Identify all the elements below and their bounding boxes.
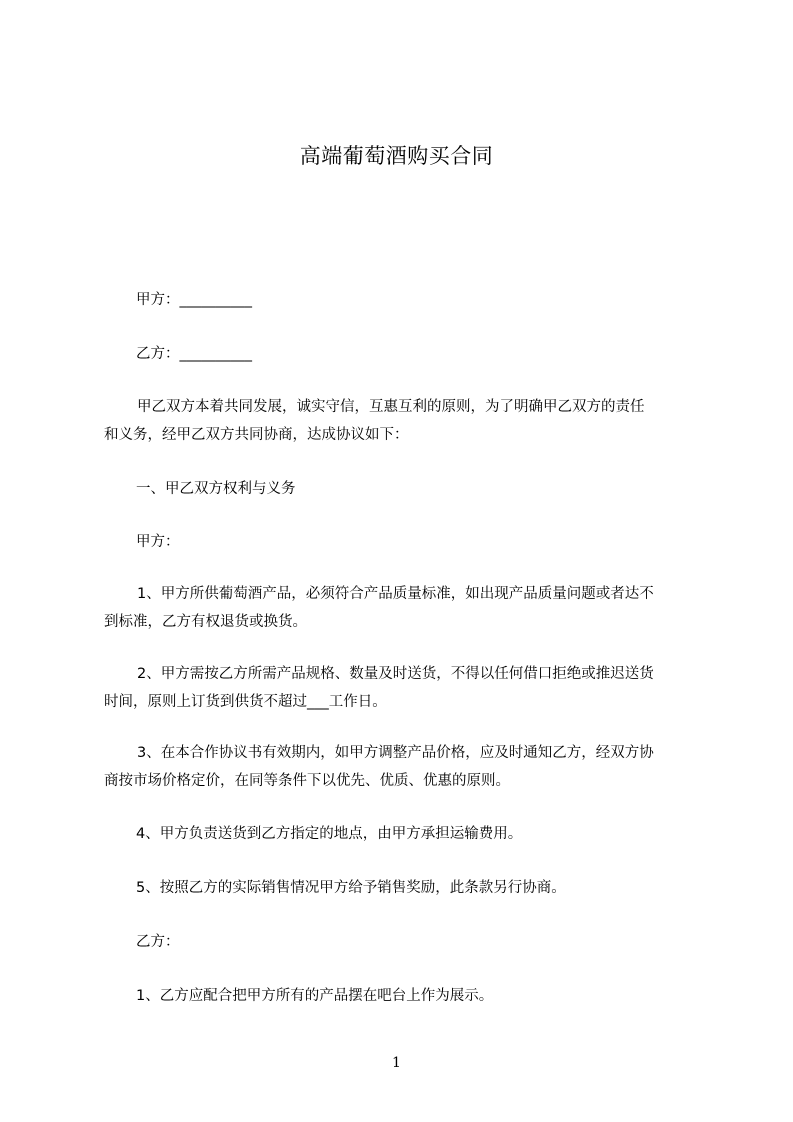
a-clause-1 — [104, 580, 714, 636]
page-number: 1 — [392, 1055, 401, 1071]
a-clause-2-line-1: 2、甲方需按乙方所需产品规格、数量及时送货，不得以任何借口拒绝或推迟送货 — [137, 666, 654, 682]
intro-paragraph — [104, 393, 714, 449]
a-clause-4: 4、甲方负责送货到乙方指定的地点，由甲方承担运输费用。 — [136, 826, 523, 842]
intro-line-1: 甲乙双方本着共同发展，诚实守信，互惠互利的原则，为了明确甲乙双方的责任 — [137, 399, 645, 415]
section1-heading: 一、甲乙双方权利与义务 — [136, 481, 296, 497]
a-clause-1-line-1: 1、甲方所供葡萄酒产品，必须符合产品质量标准，如出现产品质量问题或者达不 — [137, 586, 654, 602]
party-a-label: 甲方： — [136, 534, 180, 550]
party-a-line: 甲方：__________ — [136, 292, 252, 308]
a-clause-3-line-2: 商按市场价格定价，在同等条件下以优先、优质、优惠的原则。 — [104, 773, 510, 789]
a-clause-2 — [104, 660, 714, 716]
party-b-label: 乙方： — [136, 934, 180, 950]
b-clause-1: 1、乙方应配合把甲方所有的产品摆在吧台上作为展示。 — [136, 988, 494, 1004]
a-clause-1-line-2: 到标准，乙方有权退货或换货。 — [104, 614, 307, 630]
a-clause-3-line-1: 3、在本合作协议书有效期内，如甲方调整产品价格，应及时通知乙方，经双方协 — [137, 745, 654, 761]
intro-line-2: 和义务，经甲乙双方共同协商，达成协议如下： — [104, 427, 409, 443]
page-title: 高端葡萄酒购买合同 — [299, 144, 494, 168]
party-b-line: 乙方：__________ — [136, 346, 252, 362]
a-clause-2-line-2: 时间，原则上订货到供货不超过___工作日。 — [104, 694, 387, 710]
a-clause-3 — [104, 739, 714, 795]
a-clause-5: 5、按照乙方的实际销售情况甲方给予销售奖励，此条款另行协商。 — [136, 880, 566, 896]
